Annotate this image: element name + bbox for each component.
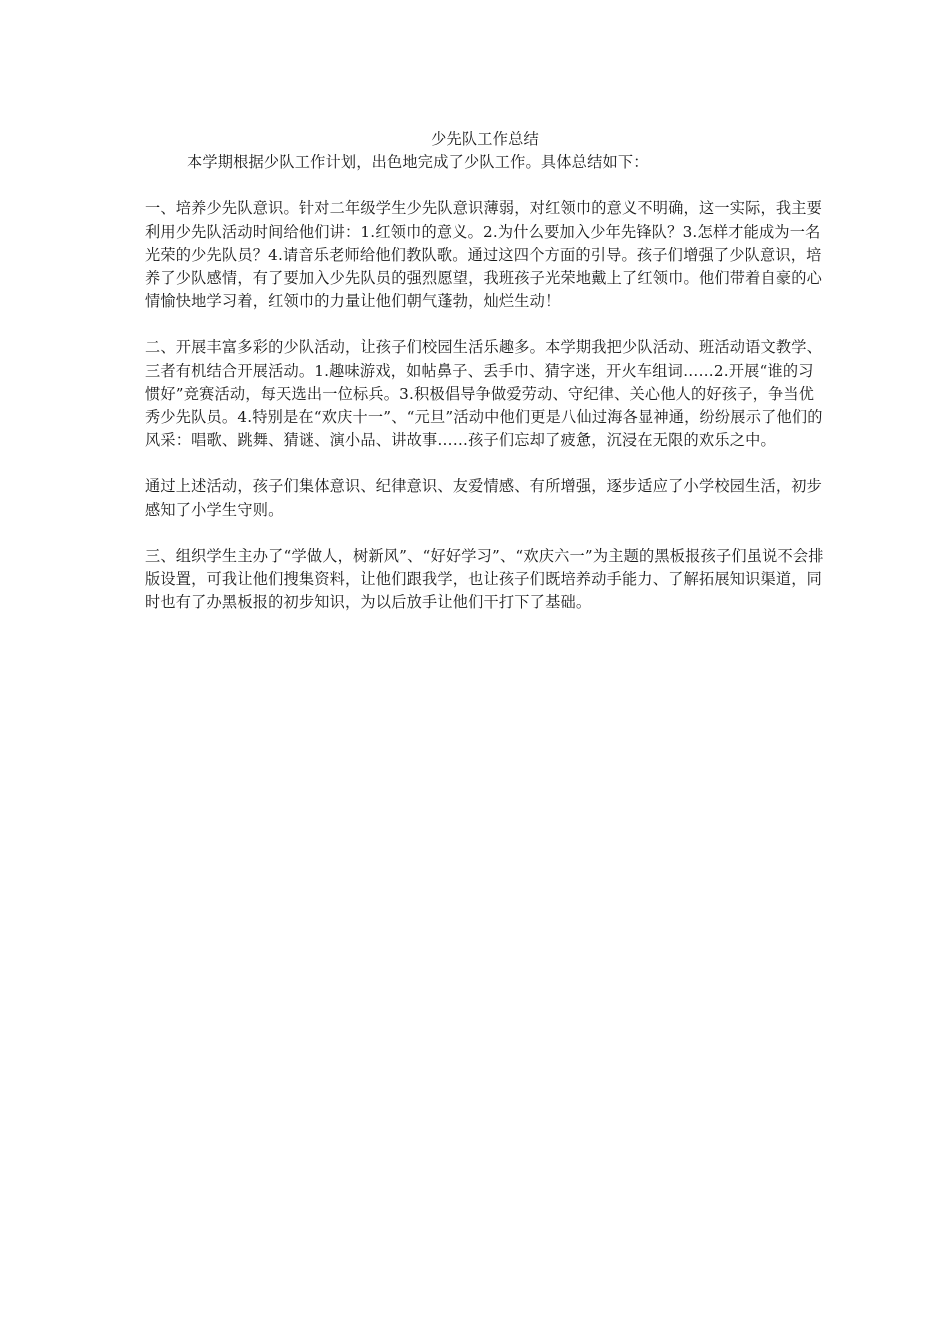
paragraph-section-one: 一、培养少先队意识。针对二年级学生少先队意识薄弱，对红领巾的意义不明确，这一实际，我主要利用少先队活动时间给他们讲：1.红领巾的意义。2.为什么要加入少年先锋队？3.怎样才能成为一名光荣的少先队员？4.请音乐老师给他们教队歌。通过这四个方面的引导。孩子们增强了少队意识，培养了少队感情，有了要加入少先队员的强烈愿望，我班孩子光荣地戴上了红领巾。他们带着自豪的心情愉快地学习着，红领巾的力量让他们朝气蓬勃，灿烂生动！	[145, 199, 823, 311]
paragraph-section-three: 三、组织学生主办了“学做人，树新风”、“好好学习”、“欢庆六一”为主题的黑板报孩子们虽说不会排版设置，可我让他们搜集资料，让他们跟我学，也让孩子们既培养动手能力、了解拓展知识渠道，同时也有了办黑板报的初步知识，为以后放手让他们干打下了基础。	[145, 546, 824, 612]
intro-paragraph: 本学期根据少队工作计划，出色地完成了少队工作。具体总结如下：	[187, 153, 649, 172]
paragraph-summary: 通过上述活动，孩子们集体意识、纪律意识、友爱情感、有所增强，逐步适应了小学校园生活，初步感知了小学生守则。	[145, 477, 823, 519]
paragraph-section-two: 二、开展丰富多彩的少队活动，让孩子们校园生活乐趣多。本学期我把少队活动、班活动语文教学、三者有机结合开展活动。1.趣味游戏，如帖鼻子、丢手巾、猜字迷，开火车组词……2.开展“谁的习惯好”竞赛活动，每天选出一位标兵。3.积极倡导争做爱劳动、守纪律、关心他人的好孩子，争当优秀少先队员。4.特别是在“欢庆十一”、“元旦”活动中他们更是八仙过海各显神通，纷纷展示了他们的风采：唱歌、跳舞、猜谜、演小品、讲故事……孩子们忘却了疲惫，沉浸在无限的欢乐之中。	[145, 338, 823, 450]
document-body	[145, 128, 825, 614]
document-title: 少先队工作总结	[431, 130, 539, 148]
